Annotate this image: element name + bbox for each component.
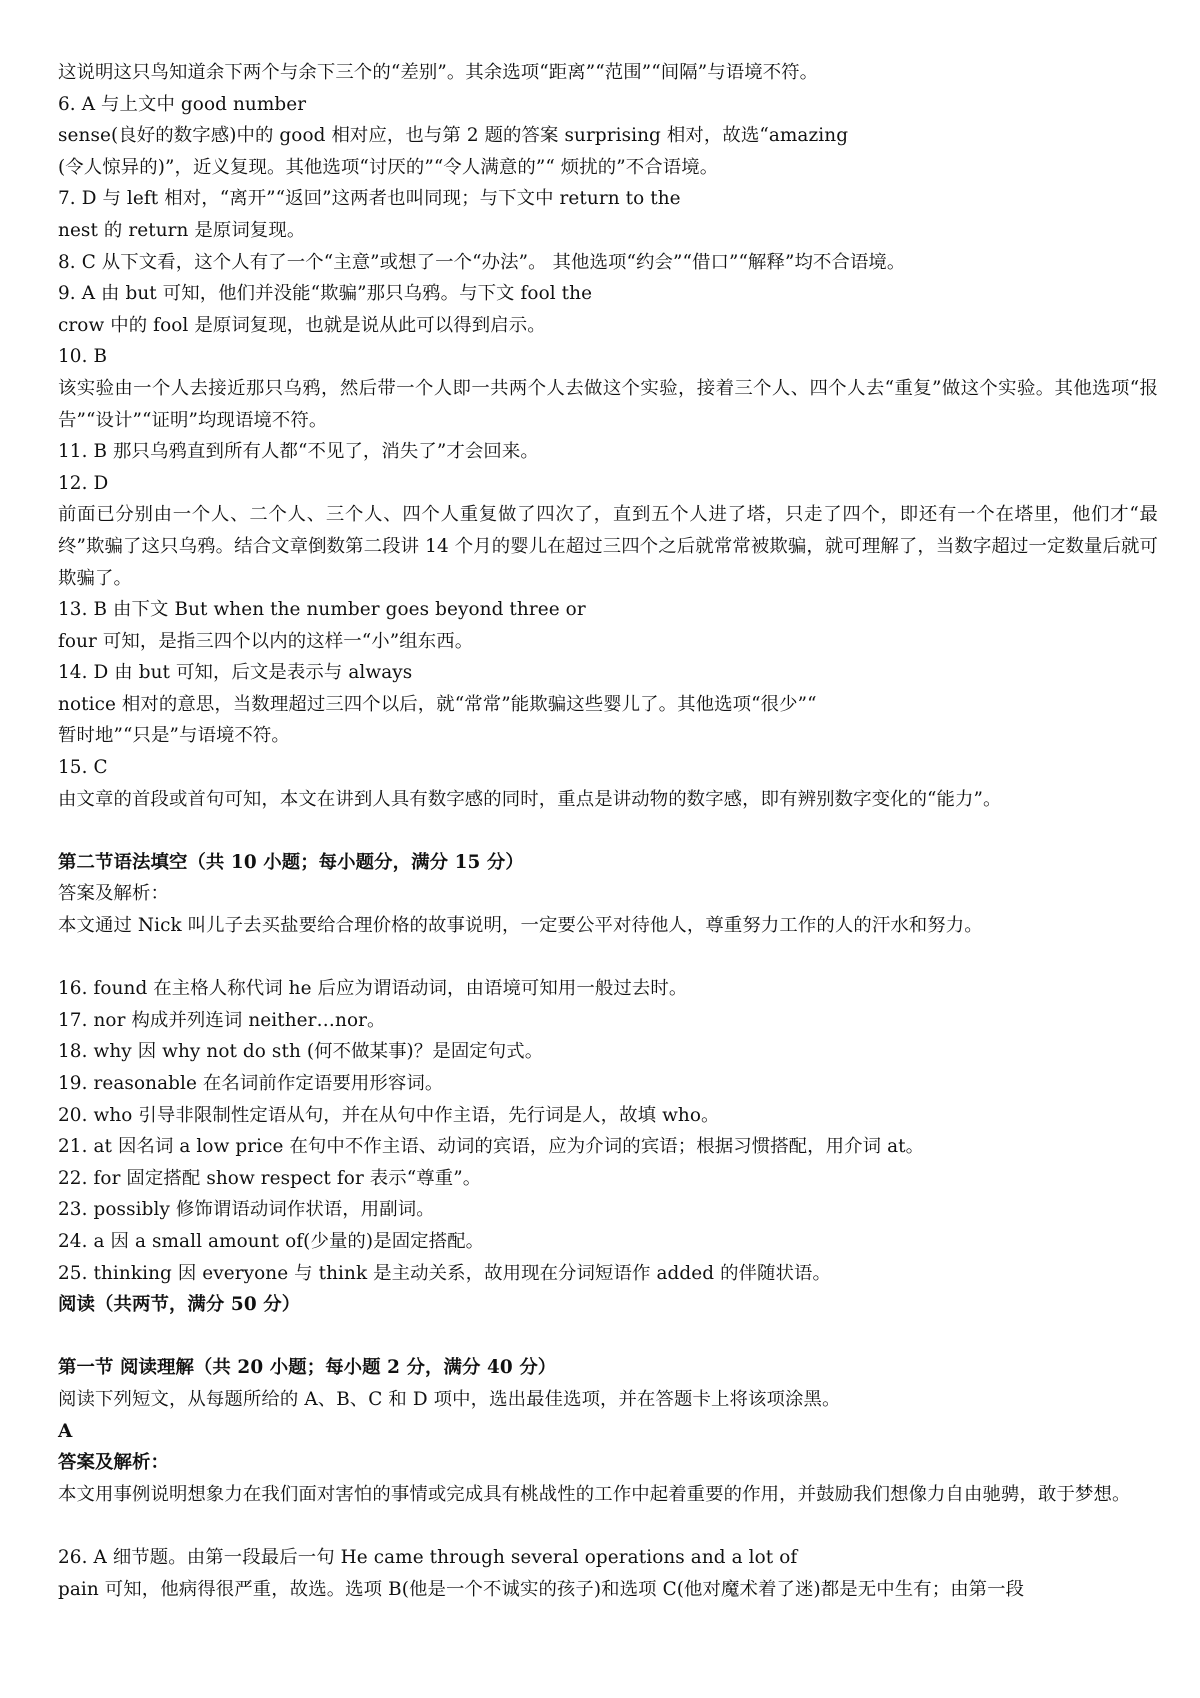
blank-line <box>58 942 1158 974</box>
subsection-heading-reading-comprehension: 第一节 阅读理解（共 20 小题；每小题 2 分，满分 40 分） <box>58 1357 557 1379</box>
answer-6-line-3: (令人惊异的)”，近义复现。其他选项“讨厌的”“令人满意的”“ 烦扰的”不合语境。 <box>58 156 719 178</box>
text-line: 这说明这只鸟知道余下两个与余下三个的“差别”。其余选项“距离”“范围”“间隔”与语境不符。 <box>58 62 819 83</box>
grammar-answer-20: 20. who 引导非限制性定语从句，并在从句中作主语，先行词是人，故填 who。 <box>58 1104 720 1126</box>
answer-12-label: 12. D <box>58 472 109 494</box>
grammar-summary: 本文通过 Nick 叫儿子去买盐要给合理价格的故事说明，一定要公平对待他人，尊重努力工作的人的汗水和努力。 <box>58 915 983 937</box>
answer-14-line-2: notice 相对的意思，当数理超过三四个以后，就“常常”能欺骗这些婴儿了。其他选项“很少”“ <box>58 693 817 715</box>
answer-6-line-2: sense(良好的数字感)中的 good 相对应，也与第 2 题的答案 surprising 相对，故选“amazing <box>58 125 849 147</box>
grammar-answer-19: 19. reasonable 在名词前作定语要用形容词。 <box>58 1073 444 1094</box>
answer-9-line-2: crow 中的 fool 是原词复现，也就是说从此可以得到启示。 <box>58 314 546 336</box>
answer-6-line-1: 6. A 与上文中 good number <box>58 93 307 115</box>
answer-11: 11. B 那只乌鸦直到所有人都“不见了，消失了”才会回来。 <box>58 441 539 463</box>
answer-26-line-1: 26. A 细节题。由第一段最后一句 He came through several operations and a lot of <box>58 1546 798 1568</box>
answer-26-line-2: pain 可知，他病得很严重，故选。选项 B(他是一个不诚实的孩子)和选项 C(他对魔术着了迷)都是无中生有；由第一段 <box>58 1578 1025 1600</box>
answer-10-explanation: 该实验由一个人去接近那只乌鸦，然后带一个人即一共两个人去做这个实验，接着三个人、四个人去“重复”做这个实验。其他选项“报告”“设计”“证明”均现语境不符。 <box>58 377 1158 431</box>
grammar-answer-17: 17. nor 构成并列连词 neither…nor。 <box>58 1009 386 1031</box>
blank-line <box>58 1510 1158 1542</box>
grammar-answer-24: 24. a 因 a small amount of(少量的)是固定搭配。 <box>58 1230 485 1252</box>
answer-label: 答案及解析： <box>58 1452 169 1474</box>
answer-15-label: 15. C <box>58 757 108 779</box>
grammar-answer-21: 21. at 因名词 a low price 在句中不作主语、动词的宾语，应为介词的宾语；根据习惯搭配，用介词 at。 <box>58 1136 925 1158</box>
answer-label: 答案及解析： <box>58 883 169 905</box>
passage-label: A <box>58 1420 73 1442</box>
answer-13-line-2: four 可知，是指三四个以内的这样一“小”组东西。 <box>58 630 474 652</box>
answer-7-line-2: nest 的 return 是原词复现。 <box>58 219 306 241</box>
answer-15-explanation: 由文章的首段或首句可知，本文在讲到人具有数字感的同时，重点是讲动物的数字感，即有辨别数字变化的“能力”。 <box>58 788 1002 810</box>
section-heading-reading: 阅读（共两节，满分 50 分） <box>58 1294 301 1316</box>
answer-12-explanation: 前面已分别由一个人、二个人、三个人、四个人重复做了四次了，直到五个人进了塔，只走了四个，即还有一个在塔里，他们才“最终”欺骗了这只乌鸦。结合文章倒数第二段讲 14 个月的婴儿在超过三四个之后就常常被欺骗，就可理解了，当数字超过一定数量后就可欺骗了。 <box>58 504 1158 589</box>
passage-a-summary: 本文用事例说明想象力在我们面对害怕的事情或完成具有桃战性的工作中起着重要的作用，并鼓励我们想像力自由驰骋，敢于梦想。 <box>58 1483 1131 1505</box>
answer-7-line-1: 7. D 与 left 相对，“离开”“返回”这两者也叫同现；与下文中 return to the <box>58 188 681 210</box>
blank-line <box>58 1321 1158 1353</box>
grammar-answer-16: 16. found 在主格人称代词 he 后应为谓语动词，由语境可知用一般过去时。 <box>58 978 688 1000</box>
answer-13-line-1: 13. B 由下文 But when the number goes beyond three or <box>58 599 586 621</box>
blank-line <box>58 815 1158 847</box>
section-heading-grammar: 第二节语法填空（共 10 小题；每小题分，满分 15 分） <box>58 851 524 873</box>
grammar-answer-22: 22. for 固定搭配 show respect for 表示“尊重”。 <box>58 1167 482 1189</box>
document-page <box>58 57 1158 1605</box>
reading-instruction: 阅读下列短文，从每题所给的 A、B、C 和 D 项中，选出最佳选项，并在答题卡上将该项涂黑。 <box>58 1388 841 1410</box>
answer-14-line-3: 暂时地”“只是”与语境不符。 <box>58 725 290 747</box>
answer-8: 8. C 从下文看，这个人有了一个“主意”或想了一个“办法”。 其他选项“约会”“借口”“解释”均不合语境。 <box>58 251 906 273</box>
answer-10-label: 10. B <box>58 346 108 368</box>
answer-14-line-1: 14. D 由 but 可知，后文是表示与 always <box>58 662 413 684</box>
answer-9-line-1: 9. A 由 but 可知，他们并没能“欺骗”那只乌鸦。与下文 fool the <box>58 283 593 305</box>
grammar-answer-25: 25. thinking 因 everyone 与 think 是主动关系，故用现在分词短语作 added 的伴随状语。 <box>58 1262 832 1284</box>
grammar-answer-23: 23. possibly 修饰谓语动词作状语，用副词。 <box>58 1199 435 1221</box>
grammar-answer-18: 18. why 因 why not do sth (何不做某事)？是固定句式。 <box>58 1041 544 1063</box>
